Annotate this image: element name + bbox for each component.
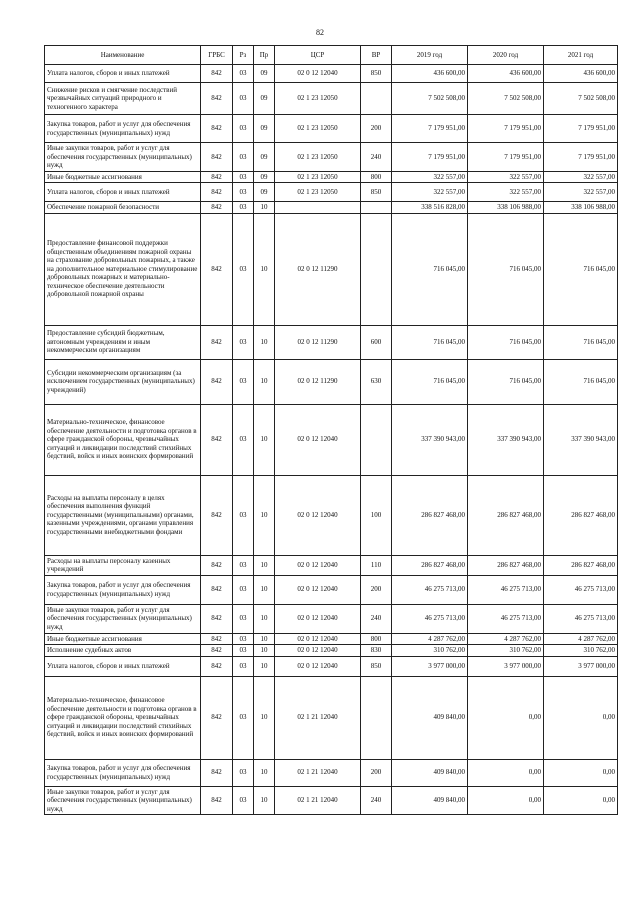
row-2020: 338 106 988,00	[468, 202, 544, 214]
row-csr: 02 1 23 12050	[275, 115, 361, 143]
header-2020: 2020 год	[468, 46, 544, 65]
row-name: Предоставление финансовой поддержки общественным объединениям пожарной охраны на страхование добровольных пожарных, а также на дополнительное материальное стимулирование добровольных пожарных и материально-техническое обеспечение деятельности добровольной пожарной охраны	[45, 213, 201, 325]
row-pr: 10	[254, 202, 275, 214]
table-row	[45, 676, 618, 759]
row-2019: 716 045,00	[392, 325, 468, 359]
row-2021: 322 557,00	[544, 183, 618, 202]
row-rz: 03	[233, 575, 254, 604]
row-name: Закупка товаров, работ и услуг для обеспечения государственных (муниципальных) нужд	[45, 759, 201, 786]
row-rz: 03	[233, 115, 254, 143]
table-row	[45, 115, 618, 143]
table-row	[45, 65, 618, 83]
row-2020: 310 762,00	[468, 645, 544, 657]
row-vr	[361, 213, 392, 325]
row-rz: 03	[233, 786, 254, 815]
row-vr: 600	[361, 325, 392, 359]
row-grbs: 842	[201, 575, 233, 604]
row-csr: 02 0 12 12040	[275, 633, 361, 645]
row-2021: 46 275 713,00	[544, 604, 618, 633]
row-csr: 02 0 12 11290	[275, 359, 361, 404]
row-rz: 03	[233, 213, 254, 325]
row-pr: 10	[254, 555, 275, 575]
row-grbs: 842	[201, 759, 233, 786]
table-row	[45, 645, 618, 657]
row-2019: 286 827 468,00	[392, 555, 468, 575]
row-vr	[361, 676, 392, 759]
table-row	[45, 786, 618, 815]
row-2021: 7 179 951,00	[544, 143, 618, 172]
row-vr: 800	[361, 633, 392, 645]
row-rz: 03	[233, 404, 254, 475]
row-rz: 03	[233, 202, 254, 214]
row-name: Иные закупки товаров, работ и услуг для обеспечения государственных (муниципальных) нужд	[45, 143, 201, 172]
row-2021: 716 045,00	[544, 359, 618, 404]
row-rz: 03	[233, 676, 254, 759]
row-2020: 716 045,00	[468, 325, 544, 359]
row-2019: 7 179 951,00	[392, 115, 468, 143]
row-pr: 10	[254, 676, 275, 759]
row-name: Иные закупки товаров, работ и услуг для обеспечения государственных (муниципальных) нужд	[45, 786, 201, 815]
row-2020: 716 045,00	[468, 359, 544, 404]
row-grbs: 842	[201, 65, 233, 83]
row-name: Иные закупки товаров, работ и услуг для обеспечения государственных (муниципальных) нужд	[45, 604, 201, 633]
row-pr: 10	[254, 656, 275, 676]
row-rz: 03	[233, 656, 254, 676]
row-csr: 02 0 12 12040	[275, 65, 361, 83]
row-2021: 716 045,00	[544, 213, 618, 325]
table-header-row	[45, 46, 618, 65]
table-row	[45, 656, 618, 676]
row-2019: 409 840,00	[392, 759, 468, 786]
row-pr: 10	[254, 604, 275, 633]
page-number: 82	[316, 28, 324, 37]
row-csr: 02 0 12 12040	[275, 604, 361, 633]
row-rz: 03	[233, 475, 254, 555]
row-2021: 7 179 951,00	[544, 115, 618, 143]
row-vr: 830	[361, 645, 392, 657]
row-2020: 716 045,00	[468, 213, 544, 325]
row-pr: 10	[254, 645, 275, 657]
header-vr: ВР	[361, 46, 392, 65]
table-row	[45, 183, 618, 202]
row-2020: 436 600,00	[468, 65, 544, 83]
row-2019: 46 275 713,00	[392, 575, 468, 604]
row-csr: 02 0 12 12040	[275, 404, 361, 475]
row-vr: 200	[361, 759, 392, 786]
row-csr: 02 1 23 12050	[275, 183, 361, 202]
row-grbs: 842	[201, 325, 233, 359]
row-2019: 4 287 762,00	[392, 633, 468, 645]
row-name: Уплата налогов, сборов и иных платежей	[45, 65, 201, 83]
table-row	[45, 213, 618, 325]
row-pr: 10	[254, 359, 275, 404]
table-body	[45, 65, 618, 815]
row-rz: 03	[233, 83, 254, 115]
row-csr: 02 1 21 12040	[275, 786, 361, 815]
table-row	[45, 475, 618, 555]
table-row	[45, 359, 618, 404]
table-row	[45, 555, 618, 575]
row-2019: 7 502 508,00	[392, 83, 468, 115]
row-csr: 02 1 21 12040	[275, 676, 361, 759]
row-vr: 240	[361, 786, 392, 815]
budget-table	[44, 45, 618, 815]
row-2019: 337 390 943,00	[392, 404, 468, 475]
row-2019: 409 840,00	[392, 676, 468, 759]
row-name: Исполнение судебных актов	[45, 645, 201, 657]
row-2021: 338 106 988,00	[544, 202, 618, 214]
row-2019: 436 600,00	[392, 65, 468, 83]
row-grbs: 842	[201, 656, 233, 676]
table-row	[45, 404, 618, 475]
row-2021: 337 390 943,00	[544, 404, 618, 475]
row-2020: 46 275 713,00	[468, 575, 544, 604]
row-csr: 02 0 12 12040	[275, 656, 361, 676]
row-name: Иные бюджетные ассигнования	[45, 171, 201, 183]
row-grbs: 842	[201, 115, 233, 143]
row-2019: 310 762,00	[392, 645, 468, 657]
header-name: Наименование	[45, 46, 201, 65]
table-row	[45, 171, 618, 183]
row-name: Уплата налогов, сборов и иных платежей	[45, 183, 201, 202]
row-2021: 0,00	[544, 759, 618, 786]
row-rz: 03	[233, 645, 254, 657]
header-2021: 2021 год	[544, 46, 618, 65]
row-2020: 3 977 000,00	[468, 656, 544, 676]
row-2021: 0,00	[544, 786, 618, 815]
row-rz: 03	[233, 183, 254, 202]
table-row	[45, 83, 618, 115]
row-vr: 100	[361, 475, 392, 555]
table-row	[45, 575, 618, 604]
row-name: Обеспечение пожарной безопасности	[45, 202, 201, 214]
row-2020: 322 557,00	[468, 171, 544, 183]
row-pr: 10	[254, 213, 275, 325]
row-grbs: 842	[201, 555, 233, 575]
row-pr: 10	[254, 404, 275, 475]
row-rz: 03	[233, 759, 254, 786]
row-grbs: 842	[201, 213, 233, 325]
row-rz: 03	[233, 171, 254, 183]
row-rz: 03	[233, 325, 254, 359]
row-2019: 46 275 713,00	[392, 604, 468, 633]
row-name: Снижение рисков и смягчение последствий чрезвычайных ситуаций природного и техногенного характера	[45, 83, 201, 115]
row-2021: 436 600,00	[544, 65, 618, 83]
row-vr: 850	[361, 65, 392, 83]
row-2020: 7 179 951,00	[468, 143, 544, 172]
row-2021: 322 557,00	[544, 171, 618, 183]
row-2021: 286 827 468,00	[544, 555, 618, 575]
row-rz: 03	[233, 359, 254, 404]
row-name: Уплата налогов, сборов и иных платежей	[45, 656, 201, 676]
row-2020: 7 179 951,00	[468, 115, 544, 143]
row-2021: 7 502 508,00	[544, 83, 618, 115]
row-pr: 09	[254, 183, 275, 202]
row-2021: 4 287 762,00	[544, 633, 618, 645]
row-2020: 0,00	[468, 786, 544, 815]
row-csr: 02 1 23 12050	[275, 143, 361, 172]
row-2019: 322 557,00	[392, 171, 468, 183]
header-2019: 2019 год	[392, 46, 468, 65]
row-vr	[361, 202, 392, 214]
row-2019: 7 179 951,00	[392, 143, 468, 172]
row-2020: 322 557,00	[468, 183, 544, 202]
row-pr: 10	[254, 325, 275, 359]
row-vr: 850	[361, 183, 392, 202]
row-grbs: 842	[201, 359, 233, 404]
row-csr: 02 1 21 12040	[275, 759, 361, 786]
row-csr	[275, 202, 361, 214]
row-csr: 02 0 12 12040	[275, 645, 361, 657]
row-2021: 716 045,00	[544, 325, 618, 359]
row-name: Предоставление субсидий бюджетным, автономным учреждениям и иным некоммерческим организациям	[45, 325, 201, 359]
row-grbs: 842	[201, 645, 233, 657]
row-grbs: 842	[201, 143, 233, 172]
row-pr: 10	[254, 475, 275, 555]
table-row	[45, 143, 618, 172]
row-vr: 200	[361, 115, 392, 143]
row-name: Закупка товаров, работ и услуг для обеспечения государственных (муниципальных) нужд	[45, 115, 201, 143]
row-csr: 02 0 12 11290	[275, 213, 361, 325]
row-2020: 286 827 468,00	[468, 555, 544, 575]
row-rz: 03	[233, 555, 254, 575]
row-pr: 09	[254, 115, 275, 143]
row-pr: 10	[254, 786, 275, 815]
row-name: Материально-техническое, финансовое обеспечение деятельности и подготовка органов в сфере гражданской обороны, чрезвычайных ситуаций и ликвидации последствий стихийных бедствий, войск и иных воинских формирований	[45, 404, 201, 475]
row-grbs: 842	[201, 604, 233, 633]
row-rz: 03	[233, 143, 254, 172]
row-2019: 409 840,00	[392, 786, 468, 815]
row-vr: 630	[361, 359, 392, 404]
row-2019: 338 516 828,00	[392, 202, 468, 214]
row-csr: 02 1 23 12050	[275, 171, 361, 183]
row-rz: 03	[233, 65, 254, 83]
row-name: Иные бюджетные ассигнования	[45, 633, 201, 645]
table-row	[45, 202, 618, 214]
row-2020: 46 275 713,00	[468, 604, 544, 633]
row-vr: 240	[361, 143, 392, 172]
row-csr: 02 0 12 12040	[275, 555, 361, 575]
row-2019: 286 827 468,00	[392, 475, 468, 555]
row-pr: 09	[254, 143, 275, 172]
row-csr: 02 0 12 12040	[275, 575, 361, 604]
row-pr: 09	[254, 65, 275, 83]
row-2021: 310 762,00	[544, 645, 618, 657]
row-grbs: 842	[201, 83, 233, 115]
header-rz: Рз	[233, 46, 254, 65]
table-row	[45, 633, 618, 645]
table-row	[45, 325, 618, 359]
row-2019: 322 557,00	[392, 183, 468, 202]
row-vr: 240	[361, 604, 392, 633]
row-grbs: 842	[201, 676, 233, 759]
row-vr	[361, 404, 392, 475]
row-2019: 716 045,00	[392, 359, 468, 404]
row-2021: 286 827 468,00	[544, 475, 618, 555]
row-2020: 337 390 943,00	[468, 404, 544, 475]
row-2019: 716 045,00	[392, 213, 468, 325]
row-grbs: 842	[201, 633, 233, 645]
row-2019: 3 977 000,00	[392, 656, 468, 676]
row-name: Расходы на выплаты персоналу в целях обеспечения выполнения функций государственными (муниципальными) органами, казенными учреждениями, органами управления государственными внебюджетными фондами	[45, 475, 201, 555]
row-grbs: 842	[201, 202, 233, 214]
row-name: Расходы на выплаты персоналу казенных учреждений	[45, 555, 201, 575]
row-pr: 09	[254, 171, 275, 183]
row-vr: 850	[361, 656, 392, 676]
row-pr: 10	[254, 575, 275, 604]
table-row	[45, 604, 618, 633]
row-2020: 7 502 508,00	[468, 83, 544, 115]
row-csr: 02 0 12 12040	[275, 475, 361, 555]
row-pr: 10	[254, 759, 275, 786]
row-2020: 0,00	[468, 676, 544, 759]
row-rz: 03	[233, 604, 254, 633]
row-2021: 46 275 713,00	[544, 575, 618, 604]
row-grbs: 842	[201, 183, 233, 202]
row-vr: 110	[361, 555, 392, 575]
row-2021: 0,00	[544, 676, 618, 759]
row-vr: 200	[361, 575, 392, 604]
row-csr: 02 0 12 11290	[275, 325, 361, 359]
header-csr: ЦСР	[275, 46, 361, 65]
row-grbs: 842	[201, 171, 233, 183]
row-grbs: 842	[201, 475, 233, 555]
row-2020: 286 827 468,00	[468, 475, 544, 555]
row-vr	[361, 83, 392, 115]
row-pr: 09	[254, 83, 275, 115]
row-name: Материально-техническое, финансовое обеспечение деятельности и подготовка органов в сфере гражданской обороны, чрезвычайных ситуаций и ликвидации последствий стихийных бедствий, войск и иных воинских формирований	[45, 676, 201, 759]
header-grbs: ГРБС	[201, 46, 233, 65]
row-name: Закупка товаров, работ и услуг для обеспечения государственных (муниципальных) нужд	[45, 575, 201, 604]
row-vr: 800	[361, 171, 392, 183]
row-pr: 10	[254, 633, 275, 645]
header-pr: Пр	[254, 46, 275, 65]
row-grbs: 842	[201, 404, 233, 475]
row-csr: 02 1 23 12050	[275, 83, 361, 115]
row-grbs: 842	[201, 786, 233, 815]
row-rz: 03	[233, 633, 254, 645]
row-2020: 4 287 762,00	[468, 633, 544, 645]
table-row	[45, 759, 618, 786]
row-name: Субсидии некоммерческим организациям (за исключением государственных (муниципальных) учреждений)	[45, 359, 201, 404]
row-2020: 0,00	[468, 759, 544, 786]
row-2021: 3 977 000,00	[544, 656, 618, 676]
